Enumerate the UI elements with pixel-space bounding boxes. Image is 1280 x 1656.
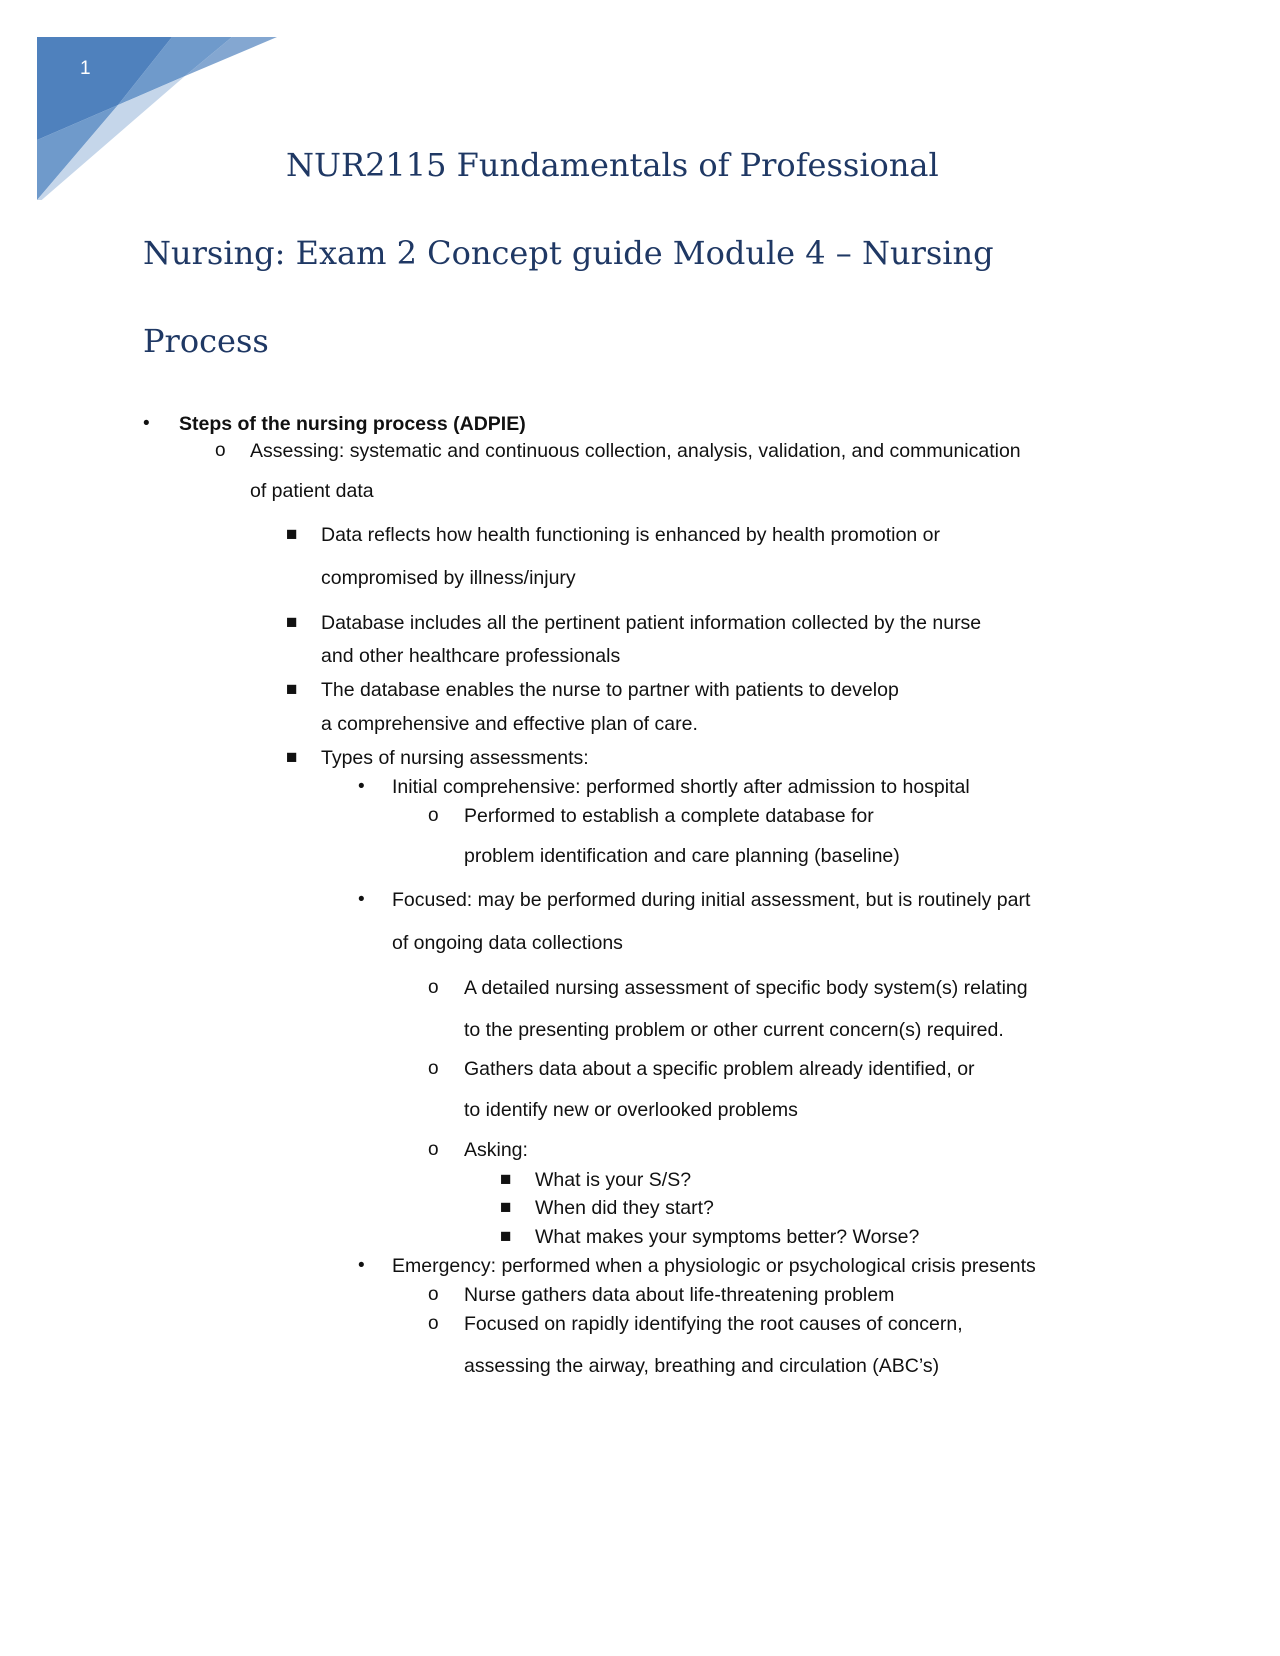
square-bullet-icon: ■: [286, 679, 298, 700]
list-item-asking-2: When did they start?: [535, 1197, 714, 1219]
list-item-assessing: Assessing: systematic and continuous collection, analysis, validation, and communication: [250, 440, 1021, 462]
list-item-asking-3: What makes your symptoms better? Worse?: [535, 1226, 920, 1248]
page-number: 1: [80, 58, 91, 79]
square-bullet-icon: ■: [500, 1169, 512, 1190]
circle-bullet-icon: o: [428, 805, 439, 826]
document-title-line-3: Process: [143, 322, 269, 360]
circle-bullet-icon: o: [428, 1313, 439, 1334]
list-item-database-cont: and other healthcare professionals: [321, 645, 621, 667]
circle-bullet-icon: o: [428, 1139, 439, 1160]
list-item-initial: Initial comprehensive: performed shortly after admission to hospital: [392, 776, 970, 798]
list-item-steps: Steps of the nursing process (ADPIE): [179, 413, 526, 435]
list-item-focused-cont: of ongoing data collections: [392, 932, 623, 954]
document-title-line-2: Nursing: Exam 2 Concept guide Module 4 – Nursing: [143, 234, 994, 272]
list-item-focused-sub-2-cont: to identify new or overlooked problems: [464, 1099, 798, 1121]
circle-bullet-icon: o: [215, 440, 226, 461]
square-bullet-icon: ■: [286, 524, 298, 545]
list-item-database-enables: The database enables the nurse to partner with patients to develop: [321, 679, 899, 701]
list-item-asking-1: What is your S/S?: [535, 1169, 692, 1191]
list-item-focused-sub-1-cont: to the presenting problem or other current concern(s) required.: [464, 1019, 1004, 1041]
square-bullet-icon: ■: [286, 747, 298, 768]
list-item-database-enables-cont: a comprehensive and effective plan of care.: [321, 713, 698, 735]
circle-bullet-icon: o: [428, 977, 439, 998]
list-item-focused-sub-2: Gathers data about a specific problem already identified, or: [464, 1058, 975, 1080]
list-item-initial-sub: Performed to establish a complete database for: [464, 805, 874, 827]
header-corner-decoration: [0, 0, 280, 200]
square-bullet-icon: ■: [286, 612, 298, 633]
list-item-emergency-sub-1: Nurse gathers data about life-threatening problem: [464, 1284, 895, 1306]
list-item-emergency-sub-2: Focused on rapidly identifying the root causes of concern,: [464, 1313, 963, 1335]
disc-bullet-icon: •: [358, 889, 365, 910]
list-item-data-reflects: Data reflects how health functioning is enhanced by health promotion or: [321, 524, 940, 546]
square-bullet-icon: ■: [500, 1197, 512, 1218]
list-item-focused-sub-1: A detailed nursing assessment of specific body system(s) relating: [464, 977, 1028, 999]
list-item-emergency-sub-2-cont: assessing the airway, breathing and circulation (ABC’s): [464, 1355, 940, 1377]
document-title-line-1: NUR2115 Fundamentals of Professional: [286, 146, 939, 184]
square-bullet-icon: ■: [500, 1226, 512, 1247]
list-item-data-reflects-cont: compromised by illness/injury: [321, 567, 576, 589]
list-item-emergency: Emergency: performed when a physiologic or psychological crisis presents: [392, 1255, 1036, 1277]
list-item-database: Database includes all the pertinent patient information collected by the nurse: [321, 612, 982, 634]
list-item-initial-sub-cont: problem identification and care planning (baseline): [464, 845, 900, 867]
list-item-types: Types of nursing assessments:: [321, 747, 589, 769]
list-item-assessing-cont: of patient data: [250, 480, 374, 502]
circle-bullet-icon: o: [428, 1284, 439, 1305]
disc-bullet-icon: •: [143, 413, 150, 434]
list-item-focused: Focused: may be performed during initial assessment, but is routinely part: [392, 889, 1031, 911]
list-item-asking: Asking:: [464, 1139, 528, 1161]
disc-bullet-icon: •: [358, 776, 365, 797]
disc-bullet-icon: •: [358, 1255, 365, 1276]
circle-bullet-icon: o: [428, 1058, 439, 1079]
